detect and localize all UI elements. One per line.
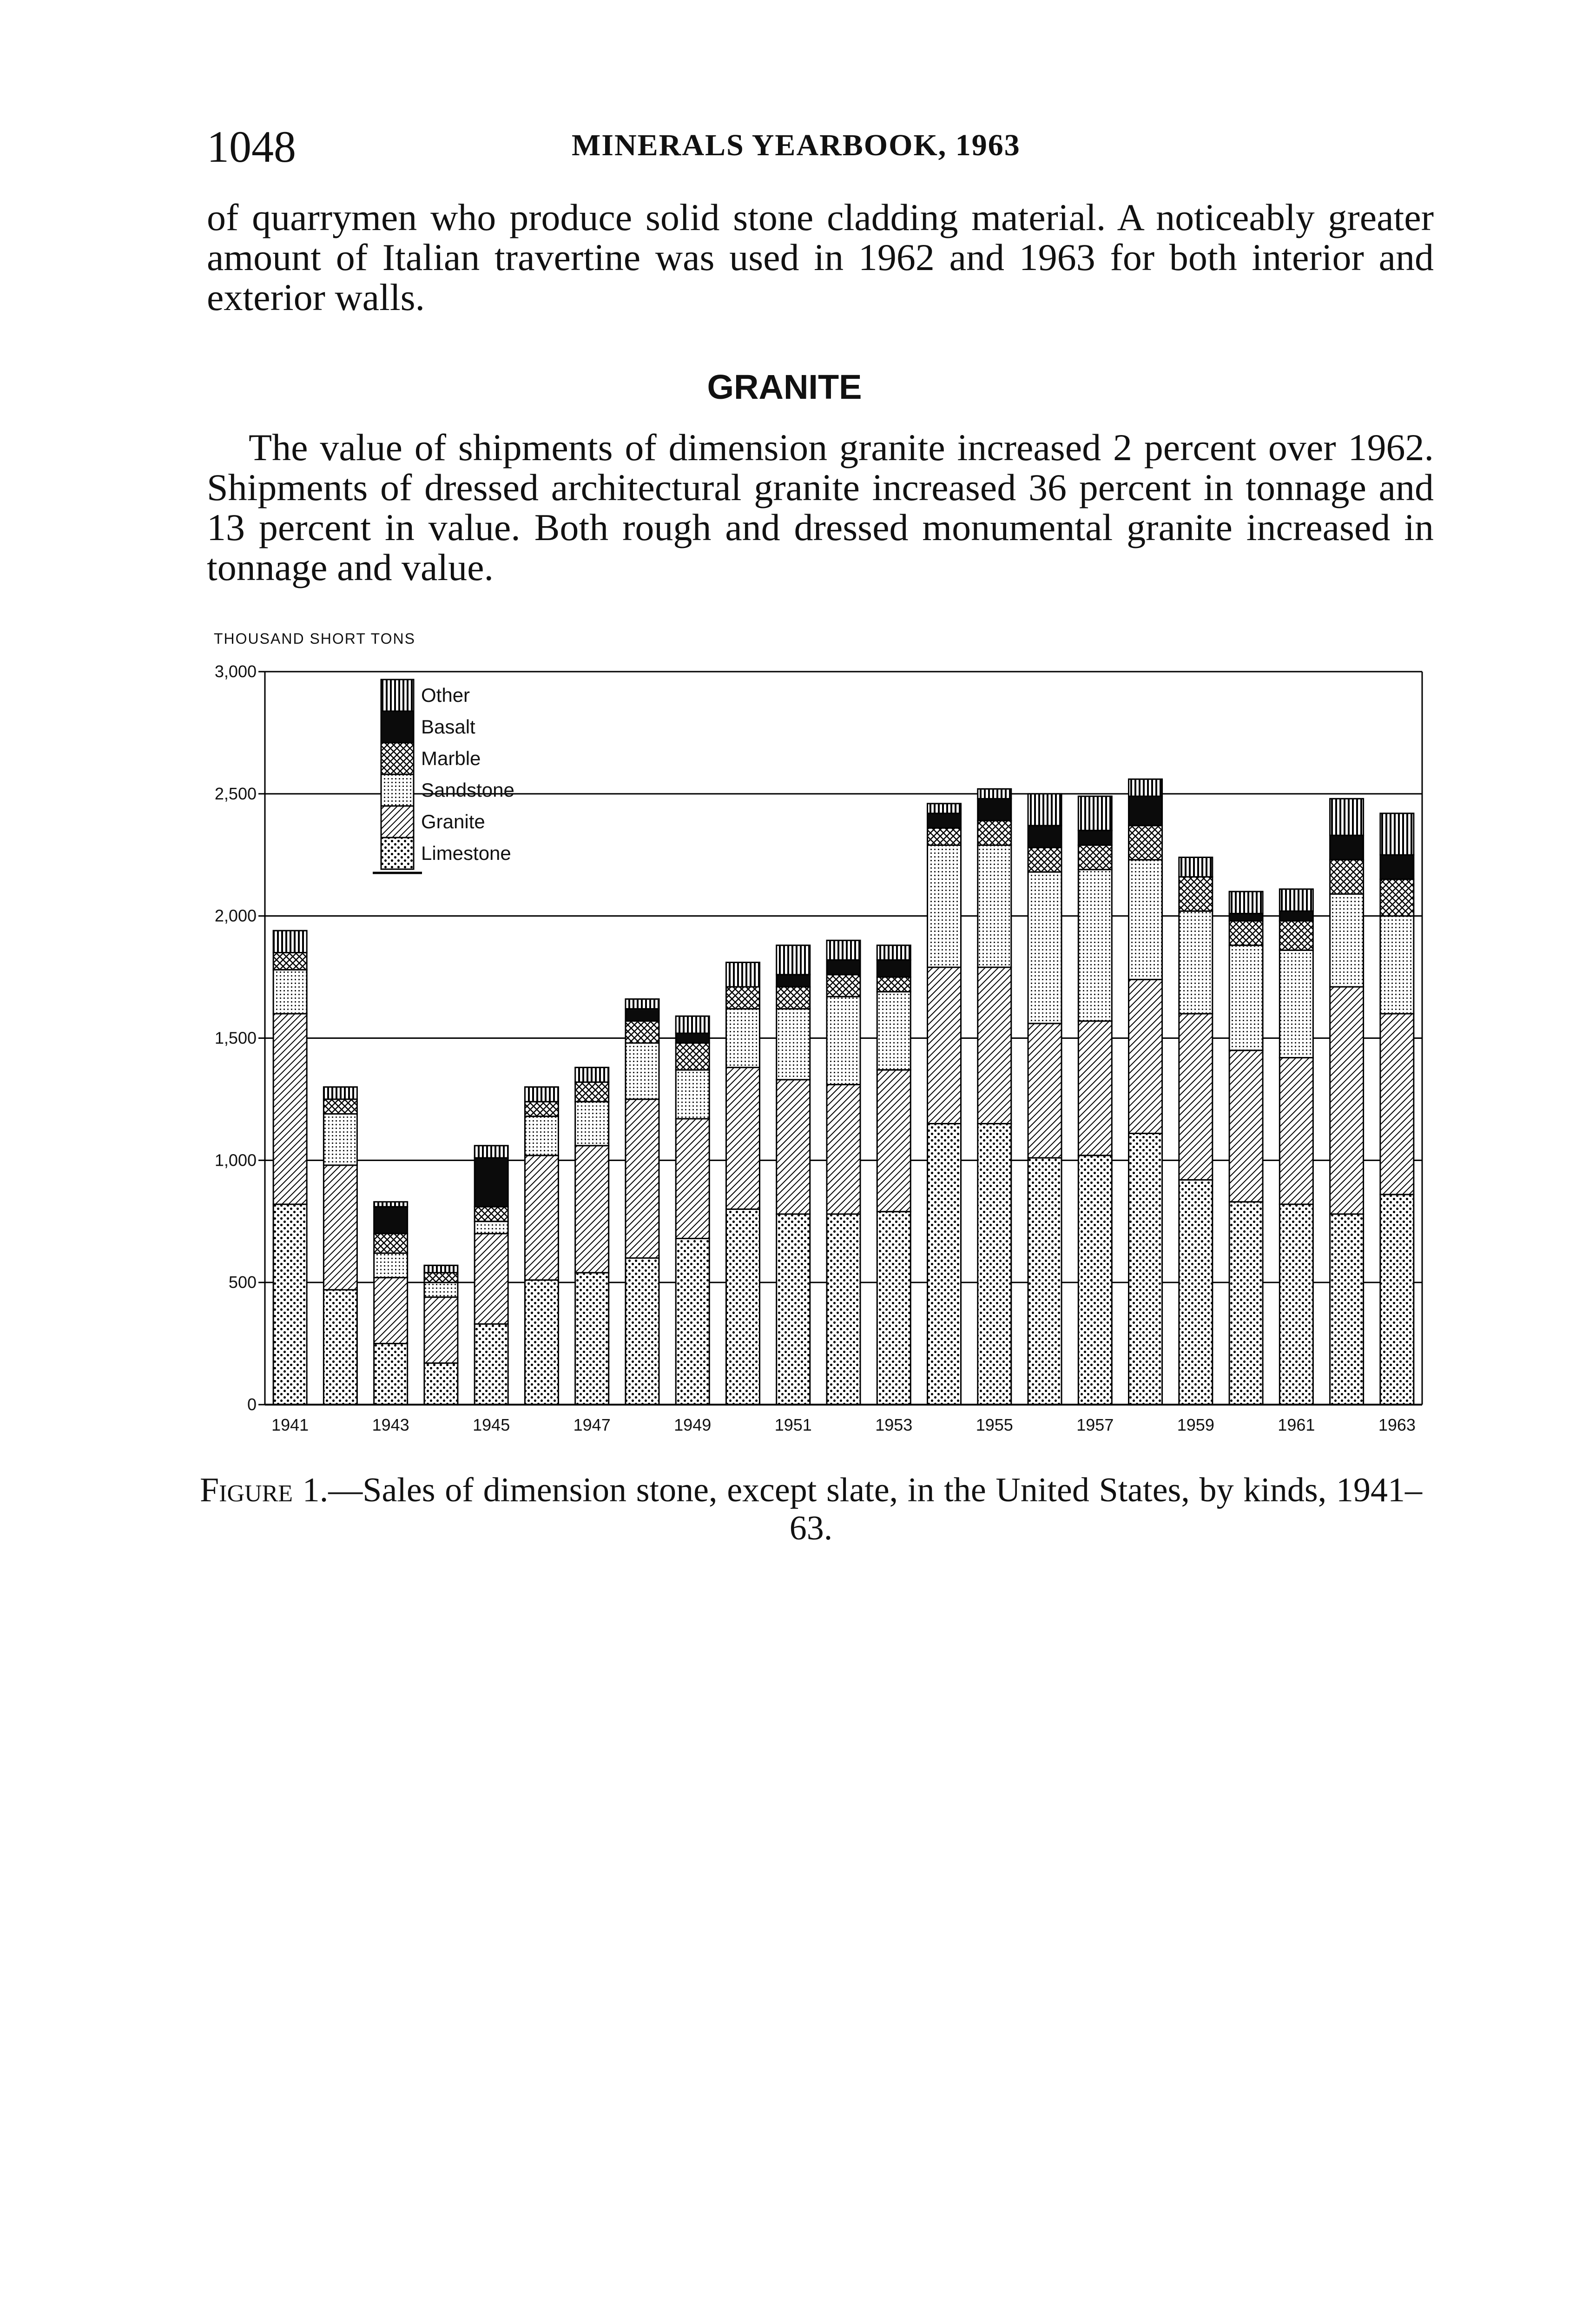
bar-stack-1962 xyxy=(1330,799,1364,1405)
caption-text: —Sales of dimension stone, except slate, in the United States, by kinds, 1941–63. xyxy=(328,1471,1422,1547)
bar-basalt-1957 xyxy=(1078,831,1112,845)
bar-sandstone-1962 xyxy=(1330,894,1364,987)
bar-stack-1950 xyxy=(726,963,759,1405)
y-tick-label: 2,500 xyxy=(214,784,257,803)
bar-marble-1942 xyxy=(323,1099,357,1114)
bar-stack-1961 xyxy=(1279,889,1313,1405)
bar-basalt-1963 xyxy=(1380,855,1414,879)
bar-sandstone-1956 xyxy=(1028,872,1061,1023)
bar-granite-1952 xyxy=(827,1084,860,1214)
bar-limestone-1949 xyxy=(676,1239,709,1405)
bar-marble-1945 xyxy=(475,1207,508,1221)
bar-other-1959 xyxy=(1179,858,1213,877)
bar-marble-1941 xyxy=(273,953,307,970)
bar-other-1956 xyxy=(1028,794,1061,825)
bar-other-1960 xyxy=(1229,891,1263,913)
bar-other-1962 xyxy=(1330,799,1364,835)
bar-granite-1955 xyxy=(978,967,1011,1123)
bar-limestone-1941 xyxy=(273,1204,307,1405)
bar-granite-1958 xyxy=(1129,979,1162,1133)
bar-limestone-1948 xyxy=(626,1258,659,1405)
bar-sandstone-1942 xyxy=(323,1114,357,1165)
bar-granite-1945 xyxy=(475,1234,508,1324)
bar-other-1953 xyxy=(877,945,910,960)
bar-stack-1951 xyxy=(777,945,810,1405)
bar-stack-1952 xyxy=(827,940,860,1405)
bar-marble-1960 xyxy=(1229,921,1263,945)
bar-sandstone-1945 xyxy=(475,1221,508,1234)
x-tick-label: 1959 xyxy=(1177,1415,1214,1434)
bar-other-1963 xyxy=(1380,813,1414,855)
bar-limestone-1942 xyxy=(323,1290,357,1405)
bar-other-1961 xyxy=(1279,889,1313,911)
y-axis-label: THOUSAND SHORT TONS xyxy=(214,630,415,647)
bar-granite-1949 xyxy=(676,1119,709,1239)
bar-stack-1953 xyxy=(877,945,910,1405)
legend-label-sandstone: Sandstone xyxy=(421,779,514,801)
bar-stack-1941 xyxy=(273,931,307,1405)
bar-other-1957 xyxy=(1078,796,1112,831)
bar-stack-1945 xyxy=(475,1146,508,1405)
bar-basalt-1961 xyxy=(1279,911,1313,921)
bar-other-1941 xyxy=(273,931,307,952)
legend-label-other: Other xyxy=(421,684,470,706)
bar-stack-1955 xyxy=(978,789,1011,1405)
bar-limestone-1943 xyxy=(374,1344,408,1405)
x-tick-label: 1949 xyxy=(674,1415,712,1434)
bar-sandstone-1952 xyxy=(827,997,860,1084)
bar-granite-1963 xyxy=(1380,1014,1414,1195)
section-heading: GRANITE xyxy=(707,368,862,406)
y-tick-label: 1,500 xyxy=(214,1028,257,1048)
bar-marble-1950 xyxy=(726,987,759,1009)
bar-sandstone-1950 xyxy=(726,1009,759,1067)
bar-limestone-1952 xyxy=(827,1214,860,1405)
legend-swatch-other xyxy=(381,680,414,711)
bar-marble-1954 xyxy=(928,828,961,845)
figure-caption xyxy=(200,1471,1422,1547)
bar-marble-1948 xyxy=(626,1021,659,1043)
x-tick-label: 1943 xyxy=(372,1415,409,1434)
bar-marble-1955 xyxy=(978,821,1011,845)
bar-granite-1959 xyxy=(1179,1014,1213,1180)
bar-sandstone-1963 xyxy=(1380,916,1414,1014)
bar-limestone-1946 xyxy=(525,1280,558,1405)
bar-marble-1949 xyxy=(676,1043,709,1070)
bar-stack-1943 xyxy=(374,1202,408,1405)
x-tick-label: 1947 xyxy=(573,1415,611,1434)
bar-marble-1959 xyxy=(1179,877,1213,911)
bar-marble-1956 xyxy=(1028,847,1061,872)
bar-marble-1957 xyxy=(1078,845,1112,870)
bar-stack-1946 xyxy=(525,1087,558,1405)
bar-sandstone-1954 xyxy=(928,845,961,967)
bar-limestone-1959 xyxy=(1179,1180,1213,1405)
bar-stack-1944 xyxy=(424,1265,458,1405)
bar-limestone-1947 xyxy=(575,1273,609,1405)
bar-limestone-1956 xyxy=(1028,1158,1061,1405)
bar-other-1951 xyxy=(777,945,810,975)
bar-stack-1960 xyxy=(1229,891,1263,1405)
bar-basalt-1949 xyxy=(676,1033,709,1043)
bar-marble-1952 xyxy=(827,975,860,997)
legend-swatch-marble xyxy=(381,743,414,774)
bar-basalt-1960 xyxy=(1229,913,1263,921)
bar-limestone-1963 xyxy=(1380,1195,1414,1405)
bar-other-1954 xyxy=(928,804,961,813)
x-tick-label: 1941 xyxy=(271,1415,309,1434)
bar-basalt-1956 xyxy=(1028,825,1061,847)
y-tick-label: 3,000 xyxy=(214,662,257,681)
bar-limestone-1962 xyxy=(1330,1214,1364,1405)
y-tick-label: 0 xyxy=(247,1395,257,1414)
bar-basalt-1954 xyxy=(928,813,961,828)
bar-other-1955 xyxy=(978,789,1011,799)
bar-other-1950 xyxy=(726,963,759,987)
bar-other-1944 xyxy=(424,1265,458,1273)
bar-stack-1957 xyxy=(1078,796,1112,1405)
bar-marble-1961 xyxy=(1279,921,1313,950)
bar-granite-1944 xyxy=(424,1297,458,1363)
bar-limestone-1961 xyxy=(1279,1204,1313,1405)
bar-sandstone-1961 xyxy=(1279,950,1313,1057)
bar-other-1958 xyxy=(1129,779,1162,796)
bar-granite-1960 xyxy=(1229,1050,1263,1202)
bar-marble-1953 xyxy=(877,977,910,992)
bar-marble-1946 xyxy=(525,1102,558,1116)
bar-other-1946 xyxy=(525,1087,558,1102)
bar-granite-1962 xyxy=(1330,987,1364,1214)
bar-limestone-1958 xyxy=(1129,1134,1162,1405)
legend-label-marble: Marble xyxy=(421,747,481,769)
bar-granite-1953 xyxy=(877,1070,910,1212)
legend-swatch-basalt xyxy=(381,711,414,743)
bar-other-1947 xyxy=(575,1068,609,1083)
running-head: MINERALS YEARBOOK, 1963 xyxy=(572,128,1021,162)
bar-basalt-1951 xyxy=(777,975,810,987)
bar-sandstone-1941 xyxy=(273,970,307,1014)
bar-limestone-1960 xyxy=(1229,1202,1263,1405)
bar-sandstone-1943 xyxy=(374,1253,408,1278)
bar-sandstone-1959 xyxy=(1179,911,1213,1014)
bar-stack-1949 xyxy=(676,1016,709,1405)
bar-granite-1946 xyxy=(525,1155,558,1280)
bar-sandstone-1951 xyxy=(777,1009,810,1079)
bar-basalt-1945 xyxy=(475,1158,508,1207)
bar-sandstone-1957 xyxy=(1078,870,1112,1021)
bar-other-1942 xyxy=(323,1087,357,1099)
y-tick-label: 500 xyxy=(228,1273,257,1292)
bar-basalt-1962 xyxy=(1330,835,1364,860)
x-tick-label: 1945 xyxy=(473,1415,510,1434)
bar-limestone-1954 xyxy=(928,1123,961,1405)
bar-other-1952 xyxy=(827,940,860,960)
legend-label-limestone: Limestone xyxy=(421,842,511,864)
bar-limestone-1957 xyxy=(1078,1155,1112,1405)
bar-stack-1958 xyxy=(1129,779,1162,1405)
legend-swatch-granite xyxy=(381,806,414,838)
bar-limestone-1944 xyxy=(424,1363,458,1405)
bar-other-1943 xyxy=(374,1202,408,1207)
bar-basalt-1955 xyxy=(978,799,1011,820)
bar-granite-1961 xyxy=(1279,1058,1313,1204)
bar-sandstone-1947 xyxy=(575,1102,609,1146)
bar-sandstone-1944 xyxy=(424,1282,458,1297)
bar-sandstone-1960 xyxy=(1229,945,1263,1050)
legend-label-basalt: Basalt xyxy=(421,716,475,738)
paragraph-granite: The value of shipments of dimension granite increased 2 percent over 1962. Shipments of dressed architectural granite increased 36 percent in tonnage and 13 percent in value. Both rough and dressed monumental granite increased in tonnage and value. xyxy=(207,426,1434,588)
y-tick-label: 1,000 xyxy=(214,1150,257,1170)
bar-granite-1941 xyxy=(273,1014,307,1204)
x-tick-label: 1961 xyxy=(1278,1415,1315,1434)
bar-granite-1947 xyxy=(575,1146,609,1273)
bar-marble-1958 xyxy=(1129,825,1162,860)
x-tick-label: 1963 xyxy=(1378,1415,1416,1434)
legend-swatch-limestone xyxy=(381,838,414,869)
bar-basalt-1952 xyxy=(827,960,860,975)
bar-limestone-1945 xyxy=(475,1324,508,1405)
x-tick-label: 1951 xyxy=(774,1415,812,1434)
bar-granite-1950 xyxy=(726,1068,759,1209)
bar-sandstone-1948 xyxy=(626,1043,659,1099)
bar-stack-1948 xyxy=(626,999,659,1405)
bar-stack-1954 xyxy=(928,804,961,1405)
bar-granite-1942 xyxy=(323,1165,357,1290)
bar-marble-1944 xyxy=(424,1273,458,1282)
bar-basalt-1943 xyxy=(374,1207,408,1234)
bar-marble-1947 xyxy=(575,1082,609,1102)
bar-stack-1959 xyxy=(1179,858,1213,1405)
bar-other-1945 xyxy=(475,1146,508,1158)
x-tick-label: 1953 xyxy=(875,1415,913,1434)
bar-limestone-1955 xyxy=(978,1123,1011,1405)
bar-basalt-1953 xyxy=(877,960,910,977)
page-number: 1048 xyxy=(207,122,296,172)
bar-granite-1951 xyxy=(777,1080,810,1214)
bar-granite-1954 xyxy=(928,967,961,1123)
legend-swatch-sandstone xyxy=(381,774,414,806)
bar-marble-1963 xyxy=(1380,879,1414,916)
bar-marble-1951 xyxy=(777,987,810,1009)
bar-granite-1957 xyxy=(1078,1021,1112,1155)
bar-sandstone-1946 xyxy=(525,1116,558,1155)
bar-sandstone-1953 xyxy=(877,992,910,1070)
paragraph-intro: of quarrymen who produce solid stone cladding material. A noticeably greater amount of Italian travertine was used in 1962 and 1963 for both interior and exterior walls. xyxy=(207,196,1434,318)
bar-limestone-1951 xyxy=(777,1214,810,1405)
bar-limestone-1953 xyxy=(877,1212,910,1405)
y-tick-label: 2,000 xyxy=(214,906,257,925)
bar-limestone-1950 xyxy=(726,1209,759,1405)
figure-label: Figure 1. xyxy=(200,1471,329,1509)
bar-basalt-1958 xyxy=(1129,796,1162,825)
bar-marble-1943 xyxy=(374,1234,408,1253)
bar-granite-1943 xyxy=(374,1278,408,1344)
bar-marble-1962 xyxy=(1330,860,1364,894)
bar-granite-1956 xyxy=(1028,1023,1061,1158)
legend-label-granite: Granite xyxy=(421,811,485,832)
bar-stack-1942 xyxy=(323,1087,357,1405)
bar-other-1948 xyxy=(626,999,659,1009)
bar-other-1949 xyxy=(676,1016,709,1033)
bar-sandstone-1949 xyxy=(676,1070,709,1119)
x-tick-label: 1955 xyxy=(976,1415,1013,1434)
bar-sandstone-1955 xyxy=(978,845,1011,967)
bar-stack-1956 xyxy=(1028,794,1061,1405)
bar-granite-1948 xyxy=(626,1099,659,1258)
x-tick-label: 1957 xyxy=(1076,1415,1114,1434)
bar-sandstone-1958 xyxy=(1129,860,1162,980)
bar-stack-1947 xyxy=(575,1068,609,1405)
bar-stack-1963 xyxy=(1380,813,1414,1405)
bar-basalt-1948 xyxy=(626,1009,659,1021)
